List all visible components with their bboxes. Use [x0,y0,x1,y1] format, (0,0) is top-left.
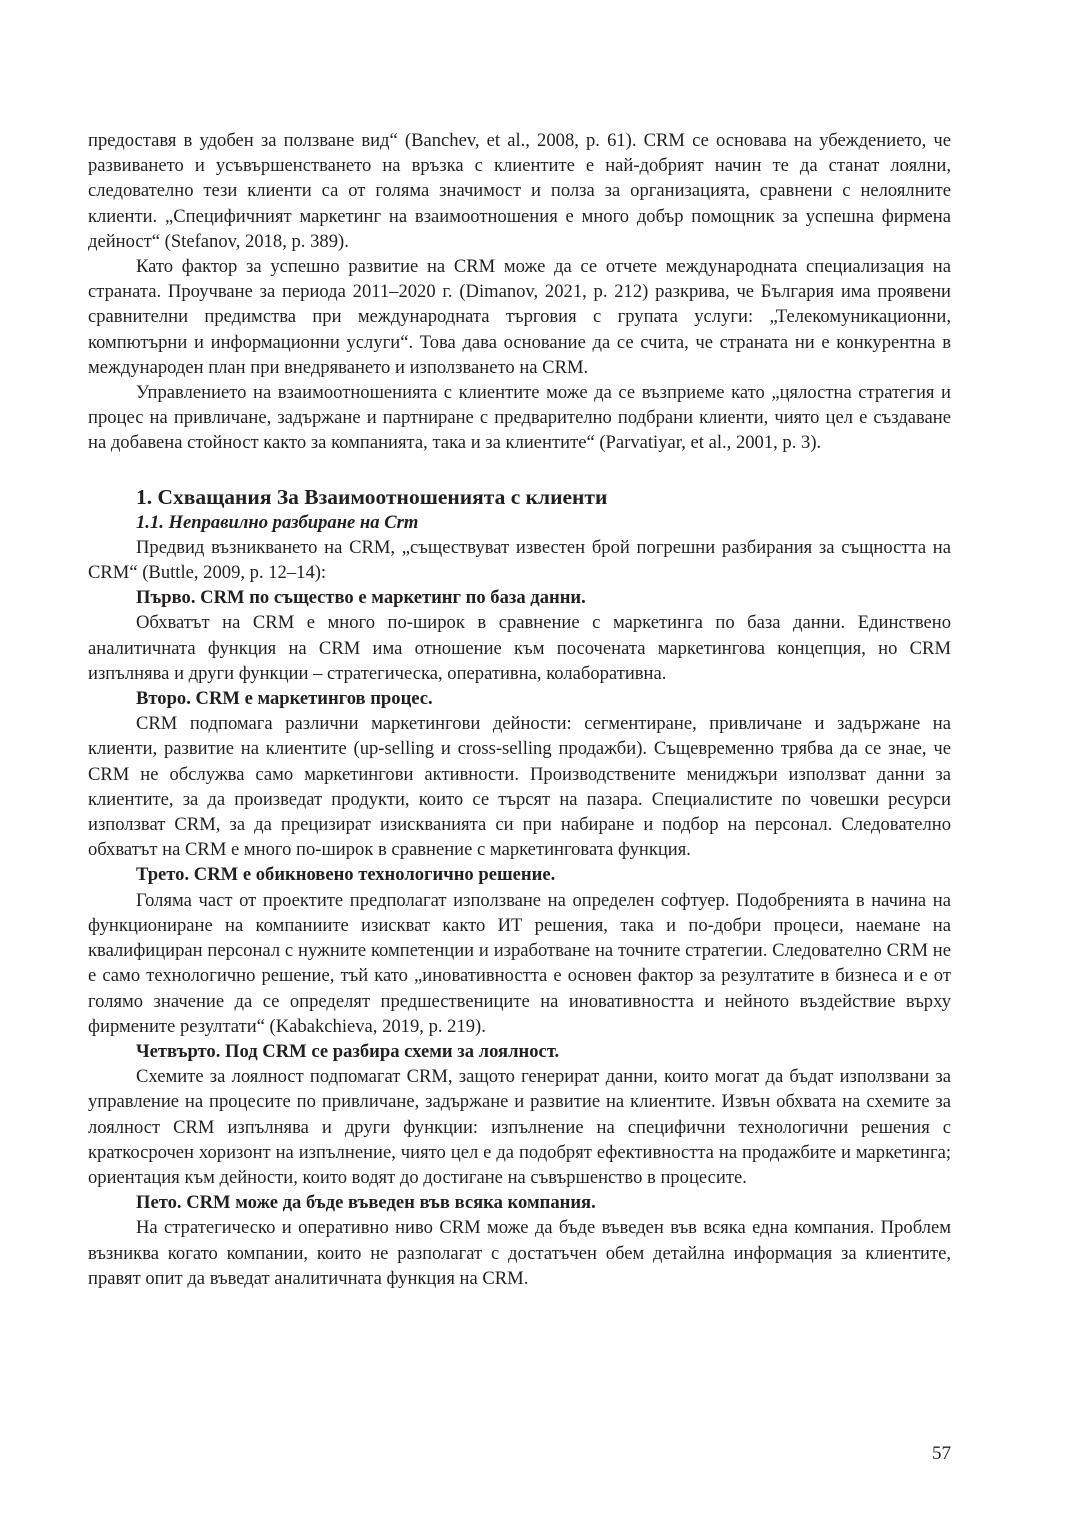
misconception-title-3: Трето. CRM е обикновено технологично решение. [136,864,556,886]
page-body [88,128,951,1291]
paragraph-crm-definition: Управлението на взаимоотношенията с клиентите може да се възприеме като „цялостна стратегия и процес на привличане, задържане и партниране с предварително подбрани клиенти, чиято цел е създаване на добавена стойност както за компанията, така и за клиентите“ (Parvatiyar, et al., 2001, p. 3). [88,382,951,454]
paragraph-continuation: предоставя в удобен за ползване вид“ (Banchev, et al., 2008, p. 61). CRM се основава на убеждението, че развиването и усъвършенстването на връзка с клиентите е най-добрият начин те да станат лоялни, следователно тези клиенти са от голяма значимост и полза за организацията, сравнени с нелоялните клиенти. „Специфичният маркетинг на взаимоотношения е много добър помощник за успешна фирмена дейност“ (Stefanov, 2018, p. 389). [88,130,951,252]
misconception-text-1: Обхватът на CRM е много по-широк в сравнение с маркетинга по база данни. Единствено аналитичната функция на CRM има отношение към посочената маркетингова концепция, но CRM изпълнява и други функции – стратегическа, оперативна, колаборативна. [88,612,951,684]
misconception-text-5: На стратегическо и оперативно ниво CRM може да бъде въведен във всяка една компания. Проблем възниква когато компании, които не разполагат с достатъчен обем детайлна информация за клиентите, правят опит да въведат аналитичната функция на CRM. [88,1217,951,1289]
paragraph-specialization: Като фактор за успешно развитие на CRM може да се отчете международната специализация на страната. Проучване за периода 2011–2020 г. (Dimanov, 2021, p. 212) разкрива, че България има проявени сравнителни предимства при международната търговия с групата услуги: „Телекомуникационни, компютърни и информационни услуги“. Това дава основание да се счита, че страната ни е конкурентна в международен план при внедряването и използването на CRM. [88,256,951,378]
misconception-title-5: Пето. CRM може да бъде въведен във всяка компания. [136,1192,596,1214]
misconception-title-2: Второ. CRM е маркетингов процес. [136,688,433,710]
section-lead-paragraph: Предвид възникването на CRM, „съществуват известен брой погрешни разбирания за същността на CRM“ (Buttle, 2009, p. 12–14): [88,536,951,584]
misconception-text-3: Голяма част от проектите предполагат използване на определен софтуер. Подобренията в начина на функциониране на компаниите изискват както ИТ решения, така и по-добри процеси, наемане на квалифициран персонал с нужните компетенции и изработване на точните стратегии. Следователно CRM не е само технологично решение, тъй като „иновативността е основен фактор за резултатите в бизнеса и е от голямо значение да се определят предшествениците на иновативността и нейното въздействие върху фирмените резултати“ (Kabakchieva, 2019, p. 219). [88,889,951,1037]
misconception-title-1: Първо. CRM по същество е маркетинг по база данни. [136,587,586,609]
page-number: 57 [932,1443,951,1464]
section-heading: 1. Схващания За Взаимоотношенията с клиенти [136,484,608,509]
misconception-text-2: CRM подпомага различни маркетингови дейности: сегментиране, привличане и задържане на клиенти, развитие на клиентите (up-selling и cross-selling продажби). Същевременно трябва да се знае, че CRM не обслужва само маркетингови активности. Производствените мениджъри използват данни за клиентите, за да произведат продукти, които се търсят на пазара. Специалистите по човешки ресурси използват CRM, за да прецизират изискванията си при набиране и подбор на персонал. Следователно обхватът на CRM е много по-широк в сравнение с маркетинговата функция. [88,713,951,861]
misconception-text-4: Схемите за лоялност подпомагат CRM, защото генерират данни, които могат да бъдат използвани за управление на процесите по привличане, задържане и развитие на клиентите. Извън обхвата на схемите за лоялност CRM изпълнява и други функции: изпълнение на специфични технологични решения с краткосрочен хоризонт на изпълнение, чиято цел е да подобрят ефективността на продажбите и маркетинга; ориентация към дейности, които водят до достигане на съвършенство в процесите. [88,1066,951,1188]
misconception-title-4: Четвърто. Под CRM се разбира схеми за лоялност. [136,1040,560,1062]
subsection-heading: 1.1. Неправилно разбиране на Crm [136,511,419,533]
